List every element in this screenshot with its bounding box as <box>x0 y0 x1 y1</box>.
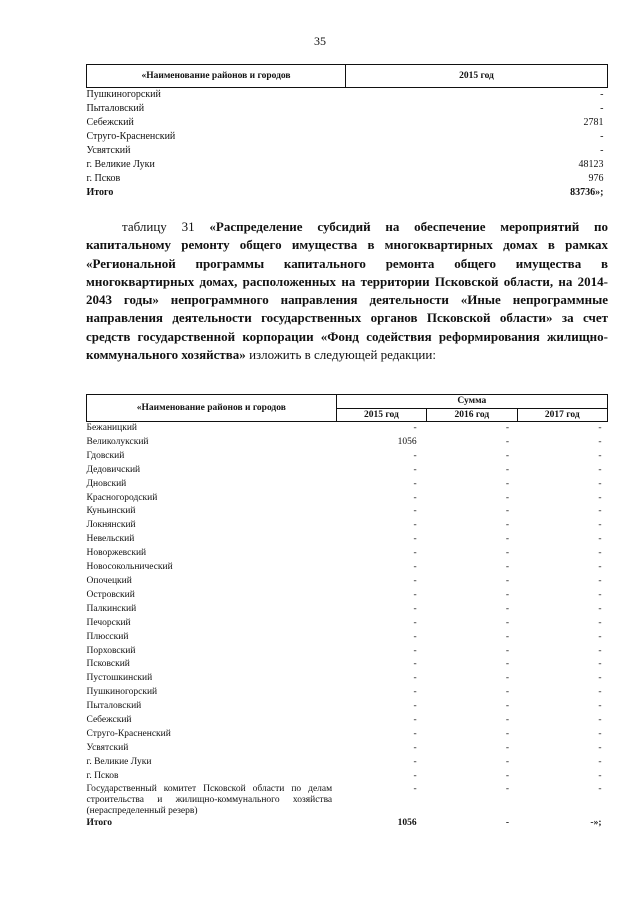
paragraph-tail: изложить в следующей редакции: <box>245 347 436 363</box>
value-2015: - <box>413 742 417 753</box>
table-row <box>87 617 608 631</box>
value-2016: - <box>505 645 510 656</box>
district-name: Печорский <box>86 617 131 628</box>
table-row <box>87 450 608 464</box>
value-2017: - <box>598 728 602 739</box>
value-2016: - <box>505 701 510 712</box>
district-name: Опочецкий <box>86 575 132 586</box>
value-2015: - <box>413 756 417 767</box>
value-2015: - <box>600 103 604 114</box>
district-name: Себежский <box>86 715 132 726</box>
district-name: г. Великие Луки <box>86 159 155 170</box>
value-2017: - <box>598 506 602 517</box>
district-name: Новоржевский <box>86 548 147 559</box>
table-2-header-row-1 <box>87 395 608 409</box>
value-2015: - <box>413 673 417 684</box>
value-2015: - <box>413 575 417 586</box>
district-name: Усвятский <box>86 145 131 156</box>
table-row <box>87 686 608 700</box>
value-2017: - <box>598 603 602 614</box>
value-2015: - <box>413 645 417 656</box>
district-name: Струго-Красненский <box>86 131 176 142</box>
value-2015: - <box>600 131 604 142</box>
district-name: Пушкиногорский <box>86 89 161 100</box>
committee-row <box>87 784 608 817</box>
table-row <box>87 575 608 589</box>
value-2015: 48123 <box>578 159 604 170</box>
total-value: 83736»; <box>570 187 604 198</box>
table-2-header-sum: Сумма <box>336 395 607 409</box>
table-row <box>87 116 608 130</box>
value-2017: - <box>598 783 602 794</box>
table-row <box>87 478 608 492</box>
district-name: Островский <box>86 589 135 600</box>
value-2016: - <box>505 783 510 794</box>
table-row <box>87 547 608 561</box>
table-row <box>87 756 608 770</box>
value-2015: - <box>600 145 604 156</box>
value-2015: - <box>413 464 417 475</box>
value-2015: - <box>413 534 417 545</box>
table-row <box>87 505 608 519</box>
value-2015: - <box>413 687 417 698</box>
district-name: Усвятский <box>86 742 129 753</box>
table-2-body <box>87 422 608 831</box>
value-2017: - <box>598 617 602 628</box>
value-2016: - <box>505 673 510 684</box>
value-2016: - <box>505 631 510 642</box>
value-2016: - <box>505 436 510 447</box>
value-2015: - <box>413 715 417 726</box>
value-2015: - <box>413 617 417 628</box>
total-label: Итого <box>86 187 114 198</box>
value-2017: -»; <box>590 817 602 828</box>
value-2017: - <box>598 548 602 559</box>
table-1 <box>86 64 608 200</box>
table-2-header-year-2017: 2017 год <box>517 408 607 422</box>
district-name: Красногородский <box>86 492 158 503</box>
value-2015: - <box>413 770 417 781</box>
table-1-header-year: 2015 год <box>346 65 608 88</box>
value-2015: - <box>413 603 417 614</box>
table-1-body <box>87 88 608 201</box>
table-row <box>87 144 608 158</box>
value-2016: - <box>505 770 510 781</box>
value-2017: - <box>598 687 602 698</box>
value-2015: - <box>413 548 417 559</box>
value-2015: - <box>413 562 417 573</box>
value-2016: - <box>505 478 510 489</box>
table-row <box>87 631 608 645</box>
district-name: Невельский <box>86 534 135 545</box>
intro-paragraph <box>86 218 608 364</box>
paragraph-lead: таблицу 31 <box>122 219 210 234</box>
value-2016: - <box>505 603 510 614</box>
value-2017: - <box>598 450 602 461</box>
value-2016: - <box>505 492 510 503</box>
table-row <box>87 519 608 533</box>
table-row <box>87 770 608 784</box>
table-row <box>87 130 608 144</box>
value-2016: - <box>505 756 510 767</box>
table-row <box>87 422 608 436</box>
value-2017: - <box>598 645 602 656</box>
total-row <box>87 817 608 831</box>
district-name: Порховский <box>86 645 136 656</box>
value-2016: - <box>505 817 510 828</box>
value-2017: - <box>598 436 602 447</box>
table-row <box>87 88 608 103</box>
table-row <box>87 561 608 575</box>
district-name: Гдовский <box>86 450 125 461</box>
table-row <box>87 102 608 116</box>
value-2015: - <box>600 89 604 100</box>
value-2016: - <box>505 506 510 517</box>
value-2017: - <box>598 464 602 475</box>
value-2015: - <box>413 506 417 517</box>
value-2016: - <box>505 464 510 475</box>
district-name: Куньинский <box>86 506 136 517</box>
district-name: Пушкиногорский <box>86 687 158 698</box>
value-2016: - <box>505 534 510 545</box>
page-number: 35 <box>314 34 326 48</box>
value-2015: - <box>413 631 417 642</box>
value-2017: - <box>598 520 602 531</box>
value-2016: - <box>505 728 510 739</box>
value-2015: 2781 <box>583 117 604 128</box>
district-name: Плюсский <box>86 631 129 642</box>
district-name: г. Псков <box>86 770 119 781</box>
value-2017: - <box>598 423 602 433</box>
value-2017: - <box>598 756 602 767</box>
district-name: Палкинский <box>86 603 137 614</box>
value-2015: - <box>413 701 417 712</box>
district-name: Государственный комитет Псковской области по делам строительства и жилищно-коммунального хозяйства (нераспределенный резерв) <box>86 783 333 816</box>
district-name: Струго-Красненский <box>86 728 171 739</box>
value-2016: - <box>505 742 510 753</box>
value-2016: - <box>505 589 510 600</box>
value-2015: - <box>413 492 417 503</box>
value-2016: - <box>505 687 510 698</box>
table-row <box>87 714 608 728</box>
value-2017: - <box>598 742 602 753</box>
table-1-header-row <box>87 65 608 88</box>
table-2-header-year-2016: 2016 год <box>427 408 517 422</box>
district-name: Себежский <box>86 117 134 128</box>
table-1-header-name: «Наименование районов и городов <box>87 65 346 88</box>
table-2 <box>86 394 608 830</box>
value-2015: 1056 <box>397 436 417 447</box>
value-2015: - <box>413 423 417 433</box>
value-2015: - <box>413 520 417 531</box>
total-row <box>87 186 608 200</box>
value-2017: - <box>598 673 602 684</box>
value-2016: - <box>505 450 510 461</box>
district-name: Псковский <box>86 659 130 670</box>
district-name: Дедовичский <box>86 464 141 475</box>
value-2016: - <box>505 548 510 559</box>
value-2015: 1056 <box>397 817 417 828</box>
value-2017: - <box>598 478 602 489</box>
paragraph-bold: «Распределение субсидий на обеспечение мероприятий по капитальному ремонту общего имущества в многоквартирных домах в рамках «Региональной программы капитального ремонта общего имущества в многоквартирных домах, расположенных на территории Псковской области, на 2014-2043 годы» непрограммного направления деятельности «Иные непрограммные направления деятельности государственных органов Псковской области» за счет средств государственной корпорации «Фонд содействия реформирования жилищно-коммунального хозяйства» <box>86 219 608 363</box>
value-2015: - <box>413 450 417 461</box>
table-row <box>87 589 608 603</box>
table-row <box>87 658 608 672</box>
district-name: г. Великие Луки <box>86 756 152 767</box>
district-name: Великолукский <box>86 436 149 447</box>
table-row <box>87 158 608 172</box>
value-2016: - <box>505 575 510 586</box>
value-2015: - <box>413 659 417 670</box>
table-2-header-year-2015: 2015 год <box>336 408 426 422</box>
district-name: Локнянский <box>86 520 136 531</box>
value-2017: - <box>598 770 602 781</box>
district-name: Пыталовский <box>86 103 145 114</box>
value-2016: - <box>505 715 510 726</box>
district-name: Итого <box>86 817 113 828</box>
table-row <box>87 672 608 686</box>
value-2017: - <box>598 715 602 726</box>
value-2017: - <box>598 562 602 573</box>
table-row <box>87 172 608 186</box>
table-row <box>87 464 608 478</box>
table-row <box>87 492 608 506</box>
value-2016: - <box>505 659 510 670</box>
value-2017: - <box>598 589 602 600</box>
value-2015: 976 <box>588 173 604 184</box>
district-name: Новосокольнический <box>86 562 173 573</box>
district-name: Бежаницкий <box>86 423 137 433</box>
value-2017: - <box>598 575 602 586</box>
district-name: Пыталовский <box>86 701 142 712</box>
value-2016: - <box>505 617 510 628</box>
value-2016: - <box>505 562 510 573</box>
district-name: Пустошкинский <box>86 673 153 684</box>
value-2017: - <box>598 701 602 712</box>
value-2017: - <box>598 534 602 545</box>
value-2015: - <box>413 728 417 739</box>
value-2016: - <box>505 520 510 531</box>
table-row <box>87 700 608 714</box>
value-2015: - <box>413 478 417 489</box>
value-2016: - <box>505 423 510 433</box>
table-row <box>87 436 608 450</box>
table-row <box>87 533 608 547</box>
table-2-header-name: «Наименование районов и городов <box>87 395 337 422</box>
value-2017: - <box>598 492 602 503</box>
table-row <box>87 742 608 756</box>
value-2017: - <box>598 659 602 670</box>
value-2017: - <box>598 631 602 642</box>
table-row <box>87 645 608 659</box>
table-row <box>87 728 608 742</box>
value-2015: - <box>413 783 417 794</box>
district-name: г. Псков <box>86 173 121 184</box>
district-name: Дновский <box>86 478 127 489</box>
value-2015: - <box>413 589 417 600</box>
table-row <box>87 603 608 617</box>
